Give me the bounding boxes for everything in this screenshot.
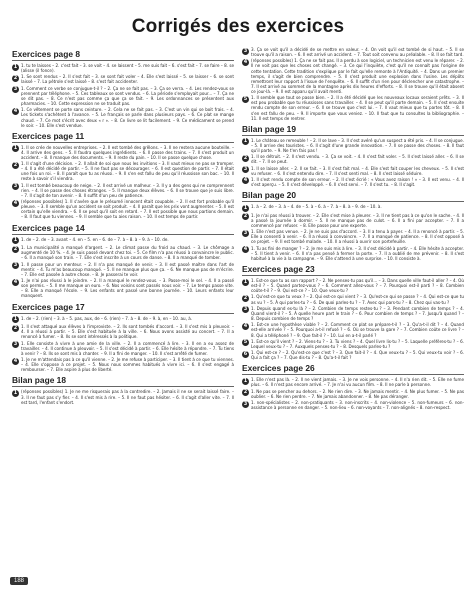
answer-text: 1. Qu'est-ce que tu veux ? – 2. Qui est-ce qui vient ? – 3. Qu'est-ce qui se passe ? – 4. Qui est-ce que tu as vu ? – 5. À qui parles-tu ? – 6. De quoi parles-tu ? – 7. Avec qui pars-tu ? – 8. Chez qui vas-tu ? [251, 294, 464, 305]
exercise-answer [12, 86, 234, 106]
exercise-number-badge: 2 [13, 74, 18, 81]
exercise-answer [12, 237, 234, 245]
left-column [12, 47, 234, 413]
answer-text: 1. Est-ce une hypothèse viable ? – 2. Comment ce plat se prépare-t-il ? – 3. Qu'a-t-il dit ? – 4. Quand est-elle arrivée ? – 5. Pourquoi a-t-il refusé ? – 6. Où se trouve la gare ? – 7. Combien coûte ce livre ? – 8. Qui a téléphoné ? – 9. Que fait-il ? – 10. Lui en a-t-il parlé ? [251, 322, 464, 338]
exercise-answer [12, 245, 234, 260]
exercise-answer [242, 294, 464, 304]
answer-text: 1. La municipalité a manqué d'argent. – 2. Le climat passe du froid au chaud. – 3. Le chômage a augmenté de 10 %. – 4. Je suis passé devant chez toi. – 5. Ce film n'a pas réussi à convaincre le public. – 6. Il a manqué son train. – 7. Elle s'est inscrite à un cours de danse. – 8. Il a manqué de tomber. [21, 245, 234, 261]
section-heading: Bilan page 19 [242, 124, 464, 136]
answer-text: 1. Il est tombé beaucoup de neige. – 2. Il est arrivé un malheur. – 3. Il y a des gens qui ne comprennent rien. – 4. Il se passe des choses étranges. – 5. Il manque deux élèves. – 6. Il se trouve que je suis libre. – 7. Il s'agit de ton avenir. – 8. Il suffit d'un peu de patience. [21, 182, 234, 198]
answer-text: 1. Il semble que tout se passe bien. – 2. Il a été décidé que les nouveaux locaux seraient prêts. – 3. Il est peu probable que tu réussisses sans travailler. – 4. Il se peut qu'il parte demain. – 5. Il s'est ensuite rendu compte de son erreur. – 6. Il se trouve que c'est lui. – 7. Il vaut mieux que tu partes tôt. – 8. Il s'en est fallu de peu. – 9. Il importe que vous veniez. – 10. Il faut que tu consultes la bibliographie. – 11. Il est temps de rentrer. [251, 95, 464, 121]
answer-text: 1. Elle n'est pas venue. – 2. Je ne suis pas d'accord. – 3. Il a tenu à payer. – 4. Il a renoncé à partir. – 5. Elle a consenti à venir. – 6. Il a réussi à convaincre. – 7. Il a manqué de patience. – 8. Il s'est opposé à ce projet. – 9. Il est tombé malade. – 10. Il a réussi à ouvrir son portefeuille. [251, 229, 464, 245]
exercise-number-badge: 1 [13, 63, 18, 70]
answer-text: 1. Il s'agit d'une décision. – 2. Il allait de soi que nous les invitions – 3. Il vaut mieux ne pas se tromper. – 4. Il a été décidé de partir. – 5. Il ne faut pas se décourager. – 6. Il est question de partir. – 7. Il était une fois un roi. – 8. Il paraît que tu as réussi. – 9. Il s'en est fallu de peu qu'il réussisse son bac. – 10. Il reste à savoir s'il viendra. [21, 161, 234, 182]
answer-text: 1. Il se laisse aller. – 2. Il se fait. – 3. Il s'est fait mal. – 4. Elle s'est fait couper les cheveux. – 5. Il s'est vu refuser. – 6. Il s'est entendu dire. – 7. Il s'est senti mal. – 8. Il s'est laissé séduire. [251, 165, 464, 176]
exercise-answer [242, 154, 464, 164]
exercise-number-badge: 3 [13, 262, 18, 269]
exercise-answer [12, 324, 234, 339]
exercise-number-badge: 4 [243, 246, 248, 253]
section-heading: Exercices page 23 [242, 264, 464, 276]
answer-text: 1. Il s'est attaqué aux élèves à l'improviste. – 2. Ils sont tombés d'accord. – 3. Il s'est mis à pleuvoir. – 4. Il a réussi à partir. – 5. Elle s'est habituée à la ville. – 6. Nous avons assisté au concert. – 7. Il a renoncé à fumer. – 8. Ils se sont intéressés à la politique. [21, 324, 234, 340]
exercise-answer [242, 278, 464, 293]
answer-text: 1. de – 2. (rien) – 3. à – 5. pas, aux, de – 6. (rien) – 7. à – 8. de – 9. à, en – 10. au, à. [21, 315, 193, 321]
exercise-number-badge: 4 [13, 357, 18, 364]
section-heading: Exercices page 8 [12, 49, 234, 61]
answer-text: 1. Je n'ai pas réussi à trouver. – 2. Elle s'est mise à pleurer. – 3. Il ne tient pas à ce qu'on le sache. – 4. Il a passé la journée à dormir. – 5. Il ne manque pas de culot. – 6. Il a fini par accepter. – 7. Il a commencé par refuser. – 8. Elle passe pour une experte. [251, 212, 464, 228]
exercise-number-badge: 2 [243, 294, 248, 301]
answer-text: (réponses possibles) 1. Il s'avère que le présumé innocent était coupable. – 2. Il est fort probable qu'il pleuve. – 3. Il semble qu'un accident se soit produit. – 4. Il paraît que les prix vont augmenter. – 5. Il est certain qu'elle viendra. – 6. Il se peut qu'il soit en retard. – 7. Il est possible que nous partions demain. – 8. Il faut que tu viennes. – 9. Il semble que tu aies raison. – 10. Il est temps de partir. [21, 199, 234, 220]
exercise-answer [12, 341, 234, 356]
exercise-answer [242, 166, 464, 176]
exercise-number-badge: 3 [243, 306, 248, 313]
exercise-number-badge: 1 [13, 389, 18, 396]
answer-text: 1. de – 2. de – 3. avant – 4. en – 5. en – 6. de – 7. à – 8. à – 9. à – 10. de. [21, 236, 169, 242]
exercise-number-badge: 3 [13, 183, 18, 190]
answer-text: 1. Se sont rendus – 2. Il s'est fait – 3. se sont fait voler – 4. Elle s'est laissé – 5. se laisser – 6. se sont laissé – 7. La pétrole s'est laissé – 8. s'est fait accidenter. [21, 74, 234, 85]
exercise-number-badge: 1 [243, 138, 248, 145]
exercise-answer [12, 199, 234, 219]
answer-text: 1. Il s'est rendu compte de son erreur. – 2. Il s'est écrié : « Vous avez raison ! » – 3. Il est venu. – 4. Il s'est aperçu. – 5. Il s'est développé. – 6. Il s'est servi. – 7. Il s'est tu. – 8. Il s'agit. [251, 176, 464, 187]
exercise-number-badge: 3 [13, 86, 18, 93]
exercise-answer [242, 246, 464, 261]
exercise-answer [242, 95, 464, 120]
exercise-answer [12, 389, 234, 404]
exercise-answer [242, 177, 464, 187]
exercise-answer [12, 161, 234, 181]
exercise-number-badge: 4 [243, 322, 248, 329]
section-heading: Bilan page 18 [12, 375, 234, 387]
answer-text: 1. tu te laisses – 2. c'est fait – 3. se voit – 4. se laissent – 5. me suis fait – 6. s'est fait – 7. se faire – 8. se (alisse (il fonce). [21, 63, 234, 74]
exercise-number-badge: 2 [243, 389, 248, 396]
exercise-answer [242, 138, 464, 153]
answer-text: 3. Ça se voit qu'il a décidé de se mettre en valeur. – 4. On voit qu'il est tombé de si haut. – 5. Il se trouve qu'il a raison. – 6. Il est arrivé un accident. – 7. Tout soit convenu au préalable. – 8. Il se fait tard. [251, 47, 464, 58]
columns [12, 47, 464, 413]
answer-text: 1. Qui est-ce ? – 2. Qu'est-ce que c'est ? – 3. Que fait-il ? – 4. Que veux-tu ? – 5. Qui veux-tu voir ? – 6. Qui a fait ça ? – 7. Que dis-tu ? – 8. Qu'a-t-il fait ? [251, 350, 464, 361]
exercise-answer [242, 389, 464, 399]
answer-text: 1. Le château se remeuble ! – 2. Il se lave – 3. Il s'est avéré qu'un suspect a été pris. – 4. Il se conjugue. – 5. Il arrive des touristes. – 6. Il s'agit d'une grande innovation. – 7. Il se passe des choses. – 8. Il faut qu'il parte. – 9. Ne t'en fais pas ! [251, 137, 464, 153]
exercise-number-badge: 3 [243, 47, 248, 54]
exercise-answer [242, 306, 464, 321]
answer-text: 1. Ne pas se pencher au dehors. – 2. Ne rien dire. – 3. Ne jamais mentir. – 4. Ne plus fumer. – 5. Ne pas oublier. – 6. Ne rien perdre. – 7. Ne jamais abandonner. – 8. Ne pas déranger. [251, 388, 464, 399]
exercise-section [242, 47, 464, 121]
exercise-number-badge: 1 [13, 316, 18, 323]
exercise-answer [12, 278, 234, 298]
exercise-number-badge: 1 [243, 204, 248, 211]
answer-text: 1. à – 2. de – 3. à – 4. de – 5. à – 6. à – 7. à – 8. à – 9. de – 10. à. [251, 204, 382, 210]
answer-text: 1. Je n'ai pas réussi à le joindre. – 2. Il a manqué le rendez-vous. – 3. Passe-moi le sel. – 4. Il a passé son permis. – 5. Il me manque un euro. – 6. Nos voisins sont passés nous voir. – 7. Le temps passe vite. – 8. Elle a manqué l'école. – 9. Les enfants ont passé une bonne journée. – 10. Leurs enfants leur manquent. [21, 278, 234, 299]
exercise-answer [242, 377, 464, 387]
exercise-section [12, 302, 234, 373]
exercise-section [242, 190, 464, 261]
exercise-answer [12, 145, 234, 160]
section-heading: Exercices page 11 [12, 131, 234, 143]
exercise-number-badge: 4 [13, 278, 18, 285]
exercise-number-badge: 2 [13, 245, 18, 252]
answer-text: 1. Je ne m'attendais pas à ce qu'il vienne. – 2. Je me refuse à participer. – 3. Il tient à ce que tu viennes. – 4. Elle s'oppose à ce projet. – 5. Nous nous sommes habitués à vivre ici. – 6. Il s'est engagé à rembourser. – 7. Elle aspire à plus de liberté. [21, 357, 234, 373]
section-heading: Exercices page 14 [12, 223, 234, 235]
exercise-number-badge: 2 [13, 161, 18, 168]
exercise-answer [12, 74, 234, 84]
exercise-answer [242, 204, 464, 212]
exercise-answer [12, 357, 234, 372]
exercise-answer [242, 213, 464, 228]
page-title: Corrigés des exercices [131, 16, 345, 37]
exercise-section [12, 223, 234, 299]
exercise-answer [242, 322, 464, 337]
exercise-answer [242, 229, 464, 244]
exercise-number-badge: 3 [243, 229, 248, 236]
exercise-section [242, 264, 464, 360]
exercise-answer [242, 47, 464, 57]
answer-text: 1. Elle n'est pas là. – 2. Il ne vient jamais. – 3. Je ne vois personne. – 4. Il n'a rien dit. – 5. Elle ne fume plus. – 6. Il n'est pas encore arrivé. – 7. Je n'ai vu aucun film. – 8. Il ne parle à personne. [251, 377, 464, 388]
section-heading: Bilan page 20 [242, 190, 464, 202]
answer-text: 1. Tu as fini de manger ? – 2. Je me suis mis à lire. – 3. Il s'est décidé à partir. – 4. Elle hésite à accepter. – 5. Il tient à venir. – 6. Il n'a pas pensé à fermer la porte. – 7. Il a oublié de me prévenir. – 8. Il s'est habitué à la vie à la campagne. – 9. Elle s'attend à une surprise. – 10. Il consiste à. [251, 245, 464, 261]
exercise-number-badge: 2 [243, 213, 248, 220]
exercise-answer [242, 339, 464, 349]
answer-text: 1. Ce vêtement se porte sans ceinture. – 2. Cela ne se fait pas. – 3. C'est un vin qui se boit frais. – 4. Les tickets s'achètent à l'avance. – 5. Le français se parle dans plusieurs pays. – 6. Ce plat se mange chaud. – 7. Ce mot s'écrit avec deux « r ». – 8. Ce livre se lit facilement. – 9. Ce médicament se prend le soir. – 10. Elle s'est vendue. [21, 107, 234, 128]
exercise-number-badge: 2 [13, 324, 18, 331]
section-heading: Exercices page 26 [242, 363, 464, 375]
answer-text: 1. Comment ce verbe se conjugue-t-il ? – 2. Ça ne se fait pas. – 3. Ça se verra. – 4. Les rendez-vous se prennent par téléphone. – 5. Ces tableaux se sont vendus. – 6. La période s'employait pour... – 7. Ça ne se dit pas. – 8. Ce n'est pas comme ça que ça se fait. – 9. Les ordonnances se présentent aux pharmacies. – 10. Cette expression ne se traduit pas. [21, 85, 234, 107]
exercise-number-badge: 5 [243, 95, 248, 102]
exercise-number-badge: 2 [243, 154, 248, 161]
answer-text: 1. Il passe pour un menteur. – 2. Il n'a pas manqué de venir. – 3. Il est passé maître dans l'art de mentir. – 4. Tu m'as beaucoup manqué. – 5. Il ne manque plus que ça. – 6. Ne manque pas de m'écrire. – 7. Elle est passée à autre chose. – 8. Je passerai te voir. [21, 261, 234, 277]
section-heading: Exercices page 17 [12, 302, 234, 314]
exercise-section [12, 49, 234, 128]
answer-text: (réponses possibles) 1. Je ne me risquerais pas à la contredire. – 2. Jamais il ne se serait laissé faire. – 3. Il ne faut pas s'y fier. – 4. Il s'est mis à rire. – 5. Il ne faut pas hésiter. – 6. Il s'agit d'aller vite. – 7. Il est tard, l'enfant s'endort. [21, 389, 234, 405]
exercise-number-badge: 1 [13, 237, 18, 244]
exercise-answer [12, 262, 234, 277]
answer-text: 1. Il se crée de nouvelles entreprises. – 2. Il est tombé des grêlons. – 3. Il ne restera aucune bouteille. – 4. Il arrive des gens. – 5. Il faudra quelques ingrédients. – 6. Il passe des trains. – 7. Il s'est produit un accident. – 8. Il manque des documents. – 9. Il reste du pain. – 10. Il se passe quelque chose. [21, 144, 234, 160]
exercise-number-badge: 4 [243, 177, 248, 184]
page-number: 188 [10, 577, 28, 585]
exercise-number-badge: 1 [243, 377, 248, 384]
exercise-section [12, 375, 234, 404]
exercise-number-badge: 4 [243, 58, 248, 65]
exercise-number-badge: 4 [13, 199, 18, 206]
exercise-answer [12, 107, 234, 127]
exercise-number-badge: 3 [243, 400, 248, 407]
answer-text: 1. Elle consiste à vivre à une amie de la ville. – 2. Il a commencé à lire. – 3. Il en a eu assez de travailler. – 4. Il continue à pleuvoir. – 5. Il s'est décidé à partir. – 6. Elle hésite à répondre. – 7. Tu tiens à venir ? – 8. Ils se sont mis à chanter. – 9. Il a fini de manger. – 10. Il s'est arrêté de fumer. [21, 340, 234, 356]
answer-text: (réponses possibles) 1. Ça ne se fait pas. Il a perdu à son logiciel, un technicien est venu le réparer. – 2. Il ne voit pas que les choses ont changé. – 3. Ce qui l'inquiète, c'est qu'il ne connaît pas l'origine de cette tentation. Cette tradition s'explique par le fait qu'elle remonte à l'Antiquité. – 4. Dans un premier temps, il s'agit de bien comprendre. – 5. Il s'est produit une explosion dans l'usine. Les dépôts remettront leur rapport à l'issue de l'enquête. – 6. Il suffit d'un rien pour déclencher une catastrophe. – 7. Il est arrivé au sommet de la montagne après dix heures d'efforts. – 8. Il se trouve qu'il était absent ce jour-là. – 9. Il est apparu qu'il avait menti. [251, 58, 464, 94]
right-column [242, 47, 464, 413]
exercise-answer [242, 350, 464, 360]
exercise-number-badge: 3 [243, 166, 248, 173]
exercise-number-badge: 1 [243, 278, 248, 285]
answer-text: 1. Il se détruit. – 2. Il s'est vendu. – 3. Ça se voit. – 4. Il s'est fait voler. – 5. Il s'est laissé aller. – 6. Il se dit. – 7. Il se peut. [251, 154, 464, 165]
answer-text: 1. Est-ce qu'il vient ? – 2. Viens-tu ? – 3. Tu viens ? – 4. Quel livre lis-tu ? – 5. Laquelle préfères-tu ? – 6. Lequel veux-tu ? – 7. Auxquels penses-tu ? – 8. Desquels parles-tu ? [251, 338, 464, 349]
exercise-answer [12, 183, 234, 198]
exercise-section [242, 363, 464, 410]
answer-text: 1. Depuis quand es-tu là ? – 2. Combien de temps restes-tu ? – 3. Pendant combien de temps ? – 4. Quand vient-il ? – 5. À quelle heure part le train ? – 6. Pour combien de temps ? – 7. Jusqu'à quand ? – 8. Depuis combien de temps ? [251, 305, 464, 322]
exercise-section [242, 124, 464, 187]
exercise-answer [12, 63, 234, 73]
exercise-answer [242, 400, 464, 410]
answer-text: 1. Est-ce que tu as son rapport ? – 2. Ne penses-tu pas qu'il... – 3. Dans quelle ville faut-il aller ? – 4. Où est-il ? – 5. Quand partez-vous ? – 6. Comment allez-vous ? – 7. Pourquoi est-il parti ? – 8. Combien coûte-t-il ? – 9. Qui est-ce ? – 10. Que veux-tu ? [251, 278, 464, 294]
exercise-section [12, 131, 234, 220]
exercise-number-badge: 5 [243, 339, 248, 346]
answer-text: 1. non-spécialistes – 2. non-pratiquants – 3. non-inscrits – 4. non-violence – 5. non-fumeurs – 6. non-assistance à personne en danger. – 5. non-lieu – 6. non-voyants – 7. non-alignés – 8. non-respect. [251, 400, 464, 411]
exercise-number-badge: 1 [13, 145, 18, 152]
exercise-number-badge: 6 [243, 350, 248, 357]
exercise-answer [242, 58, 464, 94]
exercise-number-badge: 4 [13, 107, 18, 114]
exercise-number-badge: 3 [13, 341, 18, 348]
exercise-answer [12, 316, 234, 324]
